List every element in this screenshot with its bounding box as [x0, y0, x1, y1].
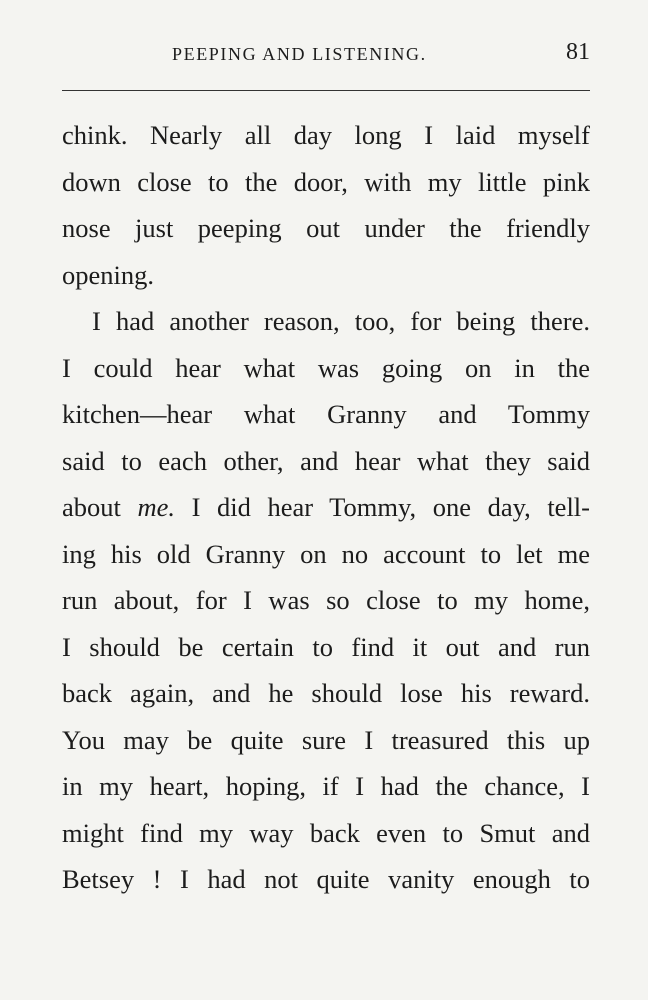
text-line: said to each other, and hear what they said	[62, 445, 590, 476]
text-line: run about, for I was so close to my home,	[62, 585, 590, 615]
text-line-with-emphasis	[62, 484, 590, 531]
text-line: ing his old Granny on no account to let me	[62, 538, 590, 569]
running-title: PEEPING AND LISTENING.	[172, 44, 427, 64]
emphasized-word: me.	[137, 492, 175, 522]
text-line: kitchen—hear what Granny and Tommy	[62, 399, 590, 429]
text-line: chink. Nearly all day long I laid myself	[62, 120, 590, 150]
text-line: might find my way back even to Smut and	[62, 817, 590, 848]
text-line: You may be quite sure I treasured this up	[62, 724, 590, 755]
running-head	[62, 39, 590, 74]
page-number: 81	[566, 39, 590, 65]
text-line: I should be certain to find it out and run	[62, 631, 590, 662]
text-fragment: about	[62, 492, 121, 522]
text-line: Betsey ! I had not quite vanity enough to	[62, 864, 590, 894]
text-line: nose just peeping out under the friendly	[62, 213, 590, 243]
text-line: down close to the door, with my little pink	[62, 166, 590, 197]
body-text	[62, 112, 590, 903]
text-fragment: I did hear Tommy, one day, tell-	[191, 492, 590, 522]
text-line: back again, and he should lose his reward.	[62, 678, 590, 708]
text-line: in my heart, hoping, if I had the chance, I	[62, 771, 590, 801]
header-rule	[62, 90, 590, 91]
text-line: I could hear what was going on in the	[62, 352, 590, 383]
text-line: opening.	[62, 259, 154, 290]
text-line: I had another reason, too, for being there.	[92, 306, 590, 336]
